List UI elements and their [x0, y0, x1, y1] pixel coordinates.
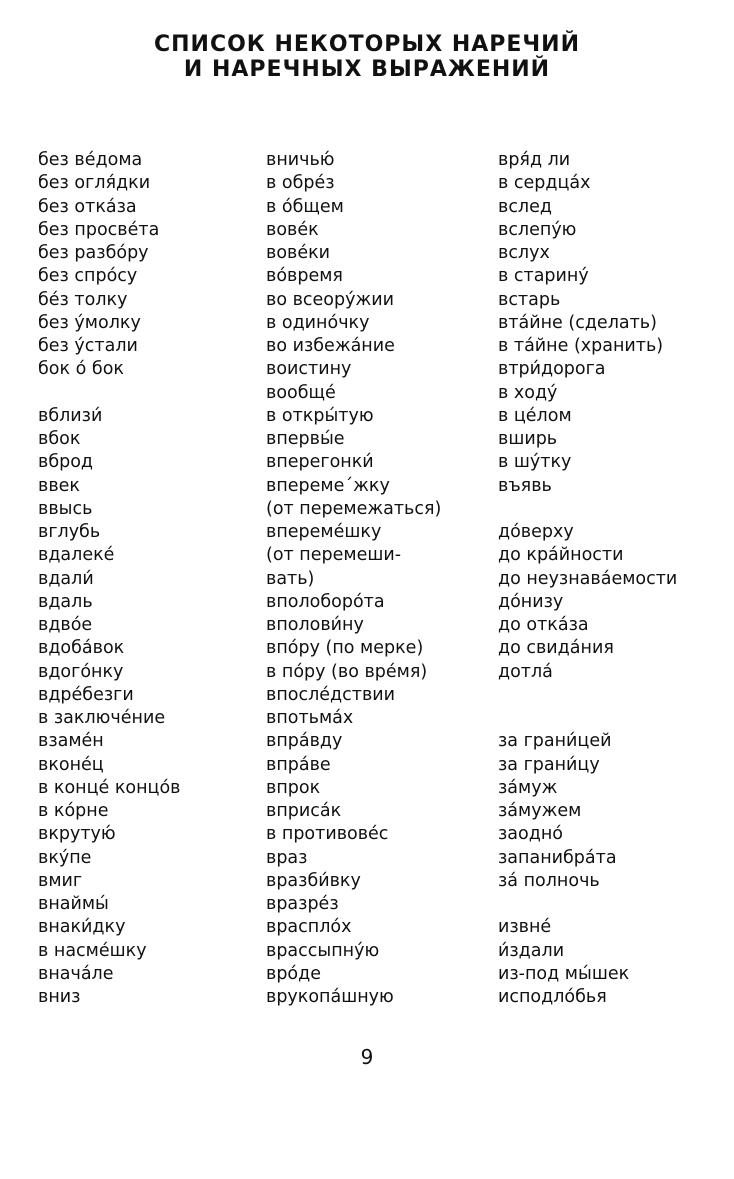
blank-line — [498, 498, 677, 521]
adverb-entry: вприса́к — [266, 801, 342, 821]
adverb-entry: воистину — [266, 359, 352, 380]
adverb-entry: без у́стали — [38, 336, 138, 356]
adverb-entry: без огля́дки — [38, 173, 151, 194]
adverb-entry: в по́ру (во вре́мя) — [266, 661, 428, 682]
adverb-entry: в конце́ концо́в — [38, 777, 181, 798]
adverb-entry: вать) — [266, 568, 315, 589]
adverb-entry: вря́д ли — [498, 150, 571, 170]
blank-line — [498, 893, 677, 916]
adverb-entry: вдаль — [38, 591, 93, 612]
adverb-entry: без спро́су — [38, 266, 138, 287]
adverb-entry: в старину́ — [498, 266, 589, 287]
adverb-column-1 — [38, 149, 181, 1009]
adverb-entry: в одино́чку — [266, 312, 370, 333]
adverb-entry: вмиг — [38, 870, 83, 891]
adverb-entry: врассыпну́ю — [266, 940, 380, 961]
page-title-line-1: СПИСОК НЕКОТОРЫХ НАРЕЧИЙ — [153, 32, 581, 57]
adverb-entry: до кра́йности — [498, 545, 624, 566]
adverb-entry: вдоба́вок — [38, 638, 125, 659]
adverb-entry: вдво́е — [38, 615, 93, 635]
adverb-entry: за грани́цей — [498, 731, 612, 752]
adverb-entry: за грани́цу — [498, 754, 600, 775]
adverb-entry: вширь — [498, 429, 558, 449]
adverb-entry: без просве́та — [38, 219, 160, 240]
adverb-entry: впосле́дствии — [266, 684, 396, 705]
adverb-entry: заодно́ — [498, 824, 563, 845]
adverb-entry: вслепу́ю — [498, 219, 577, 240]
adverb-entry: вразби́вку — [266, 870, 361, 891]
adverb-entry: вслед — [498, 196, 552, 217]
blank-line — [38, 382, 181, 405]
page-title-line-2: И НАРЕЧНЫХ ВЫРАЖЕНИЙ — [183, 57, 551, 82]
adverb-entry: впрок — [266, 777, 321, 798]
adverb-entry: вро́де — [266, 963, 321, 984]
adverb-entry: за́мужем — [498, 801, 582, 821]
adverb-entry: ввек — [38, 475, 80, 496]
adverb-entry: вдалеке́ — [38, 545, 115, 566]
adverb-entry: впервы́е — [266, 429, 345, 449]
adverb-entry: вове́ки — [266, 243, 331, 263]
adverb-entry: взаме́н — [38, 731, 104, 752]
adverb-entry: вдого́нку — [38, 661, 124, 682]
adverb-entry: вдали́ — [38, 568, 94, 589]
adverb-entry: извне́ — [498, 917, 552, 938]
adverb-entry: и́здали — [498, 940, 565, 961]
adverb-entry: вкрутую́ — [38, 824, 116, 845]
adverb-entry: в обре́з — [266, 173, 335, 194]
adverb-entry: внача́ле — [38, 963, 114, 984]
adverb-entry: вслух — [498, 243, 550, 263]
adverb-entry: вообще́ — [266, 382, 336, 403]
adverb-entry: в насме́шку — [38, 940, 147, 961]
adverb-entry: в ко́рне — [38, 801, 109, 821]
adverb-entry: вброд — [38, 452, 94, 473]
page-number: 9 — [360, 1045, 374, 1069]
adverb-entry: внаки́дку — [38, 917, 126, 938]
adverb-entry: во́время — [266, 266, 343, 287]
adverb-entry: впра́ве — [266, 754, 331, 775]
adverb-entry: запанибра́та — [498, 847, 617, 868]
adverb-entry: вблизи́ — [38, 405, 103, 426]
adverb-entry: вперегонки́ — [266, 452, 374, 473]
adverb-entry: до неузнава́емости — [498, 568, 678, 589]
adverb-entry: внаймы́ — [38, 894, 109, 914]
adverb-entry: (от перемеши- — [266, 545, 402, 566]
adverb-entry: (от перемежаться) — [266, 498, 442, 519]
adverb-entry: в ходу́ — [498, 382, 558, 403]
adverb-column-2 — [266, 149, 441, 1009]
adverb-entry: бок о́ бок — [38, 359, 124, 380]
adverb-entry: до свида́ния — [498, 638, 614, 659]
adverb-entry: вове́к — [266, 219, 319, 240]
adverb-entry: в це́лом — [498, 405, 572, 426]
adverb-entry: въявь — [498, 475, 552, 496]
adverb-entry: вглубь — [38, 522, 101, 542]
adverb-entry: в шу́тку — [498, 452, 572, 473]
adverb-entry: до отка́за — [498, 615, 589, 635]
adverb-entry: вполоборо́та — [266, 591, 385, 612]
adverb-entry: впо́ру (по мерке) — [266, 638, 424, 659]
adverb-entry: враз — [266, 847, 308, 868]
adverb-entry: вконе́ц — [38, 754, 104, 775]
adverb-entry: во всеору́жии — [266, 289, 394, 310]
adverb-entry: без разбо́ру — [38, 243, 149, 263]
adverb-entry: впереме́шку — [266, 522, 382, 542]
adverb-entry: дотла́ — [498, 661, 553, 682]
adverb-entry: в сердца́х — [498, 173, 591, 194]
adverb-entry: до́верху — [498, 522, 574, 542]
adverb-entry: вниз — [38, 987, 81, 1007]
blank-line — [498, 707, 677, 730]
adverb-entry: вперемe´жку — [266, 475, 390, 496]
adverb-entry: встарь — [498, 289, 561, 310]
adverb-entry: вполови́ну — [266, 615, 364, 635]
adverb-entry: в откры́тую — [266, 405, 374, 426]
adverb-column-3 — [498, 149, 677, 1009]
adverb-entry: за́муж — [498, 777, 558, 798]
adverb-entry: в заключе́ние — [38, 708, 166, 728]
adverb-entry: впра́вду — [266, 731, 343, 752]
adverb-entry: втри́дорога — [498, 359, 606, 380]
adverb-entry: бе́з толку — [38, 289, 128, 310]
adverb-entry: без отка́за — [38, 196, 137, 217]
adverb-entry: исподло́бья — [498, 987, 607, 1007]
adverb-entry: ввысь — [38, 498, 93, 519]
adverb-entry: в та́йне (хранить) — [498, 336, 664, 356]
adverb-entry: вразре́з — [266, 894, 339, 914]
adverb-entry: врасплóх — [266, 917, 352, 938]
adverb-entry: в о́бщем — [266, 196, 344, 217]
adverb-entry: за́ полночь — [498, 870, 600, 891]
blank-line — [498, 684, 677, 707]
adverb-entry: вку́пе — [38, 847, 92, 868]
adverb-entry: во избежа́ние — [266, 336, 395, 356]
adverb-entry: врукопа́шную — [266, 987, 394, 1007]
adverb-entry: вдре́безги — [38, 684, 134, 705]
adverb-entry: вта́йне (сделать) — [498, 312, 657, 333]
adverb-entry: впотьма́х — [266, 708, 354, 728]
adverb-entry: без у́молку — [38, 312, 141, 333]
adverb-entry: из-под мы́шек — [498, 963, 630, 984]
adverb-entry: без ве́дома — [38, 150, 143, 170]
adverb-entry: вничью́ — [266, 150, 335, 170]
adverb-entry: вбок — [38, 429, 81, 449]
adverb-entry: до́низу — [498, 591, 564, 612]
adverb-entry: в противове́с — [266, 824, 389, 845]
